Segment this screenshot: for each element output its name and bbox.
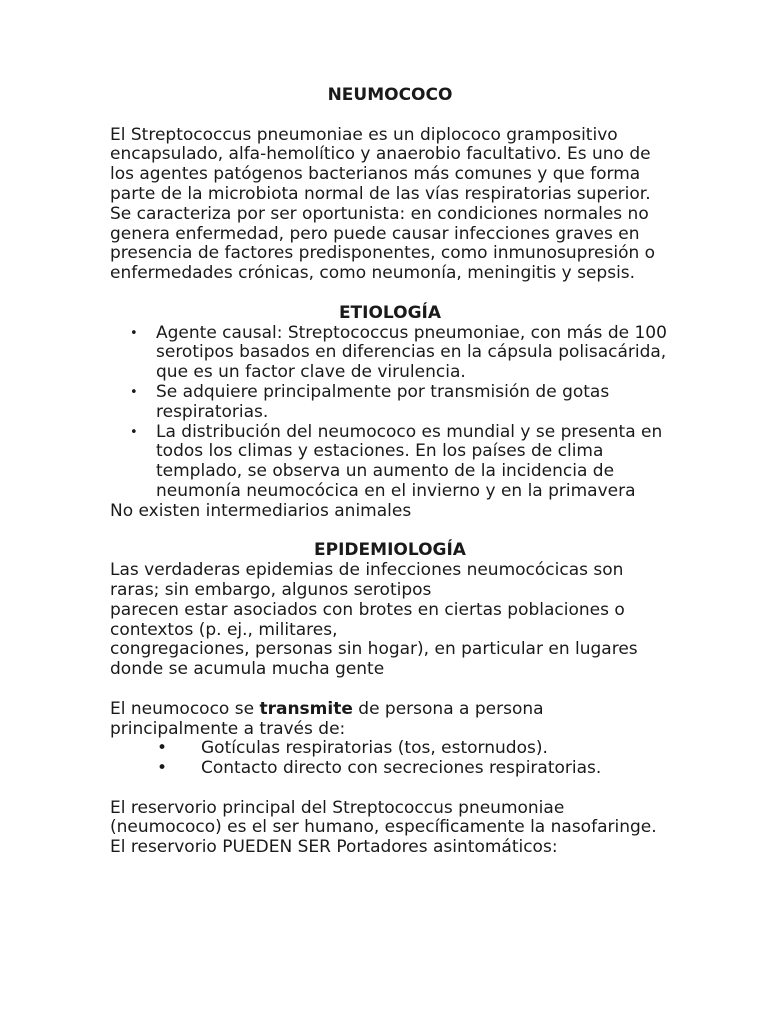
spacer xyxy=(110,779,670,799)
spacer xyxy=(110,680,670,700)
spacer xyxy=(110,284,670,304)
list-item: • Agente causal: Streptococcus pneumoniae, con más de 100 serotipos basados en diferencias en la cápsula polisacárida, que es un factor clave de virulencia. xyxy=(110,324,670,383)
transmission-bold: transmite xyxy=(259,698,353,719)
epidemiologia-heading: EPIDEMIOLOGÍA xyxy=(314,540,466,561)
intro-paragraph: El Streptococcus pneumoniae es un diplococo grampositivo encapsulado, alfa-hemolítico y anaerobio facultativo. Es uno de los agentes patógenos bacterianos más comunes y que forma parte de la microbiota normal de las vías respiratorias superior. Se caracteriza por ser oportunista: en condiciones normales no genera enfermedad, pero puede causar infecciones graves en presencia de factores predisponentes, como inmunosupresión o enfermedades crónicas, como neumonía, meningitis y sepsis. xyxy=(110,124,656,284)
etiologia-list xyxy=(110,324,670,502)
reservorio-paragraph: El reservorio principal del Streptococcus pneumoniae (neumococo) es el ser humano, específicamente la nasofaringe. xyxy=(110,797,657,838)
transmission-paragraph xyxy=(110,700,670,740)
etiologia-heading: ETIOLOGÍA xyxy=(338,302,442,323)
reservorio-line: El reservorio PUEDEN SER Portadores asintomáticos: xyxy=(110,837,558,858)
transmission-text: de persona a persona principalmente a través de: xyxy=(110,698,544,739)
list-item: • La distribución del neumococo es mundial y se presenta en todos los climas y estaciones. En los países de clima templado, se observa un aumento de la incidencia de neumonía neumocócica en el invierno y en la primavera xyxy=(110,423,670,502)
spacer xyxy=(110,522,670,542)
spacer xyxy=(110,106,670,126)
epidemiologia-line: parecen estar asociados con brotes en ciertas poblaciones o contextos (p. ej., militares, xyxy=(110,599,625,640)
document-title: NEUMOCOCO xyxy=(327,85,453,105)
epidemiologia-line: Las verdaderas epidemias de infecciones neumocócicas son raras; sin embargo, algunos serotipos xyxy=(110,560,624,600)
transmission-text: El neumococo se xyxy=(110,698,260,719)
etiologia-note: No existen intermediarios animales xyxy=(110,500,412,521)
transmission-list xyxy=(110,739,670,779)
epidemiologia-line: congregaciones, personas sin hogar), en particular en lugares donde se acumula mucha gente xyxy=(110,639,638,680)
list-item: • Se adquiere principalmente por transmisión de gotas respiratorias. xyxy=(110,383,670,423)
list-item: • Contacto directo con secreciones respiratorias. xyxy=(110,759,670,779)
list-item: • Gotículas respiratorias (tos, estornudos). xyxy=(110,739,670,759)
document-body xyxy=(110,86,670,858)
